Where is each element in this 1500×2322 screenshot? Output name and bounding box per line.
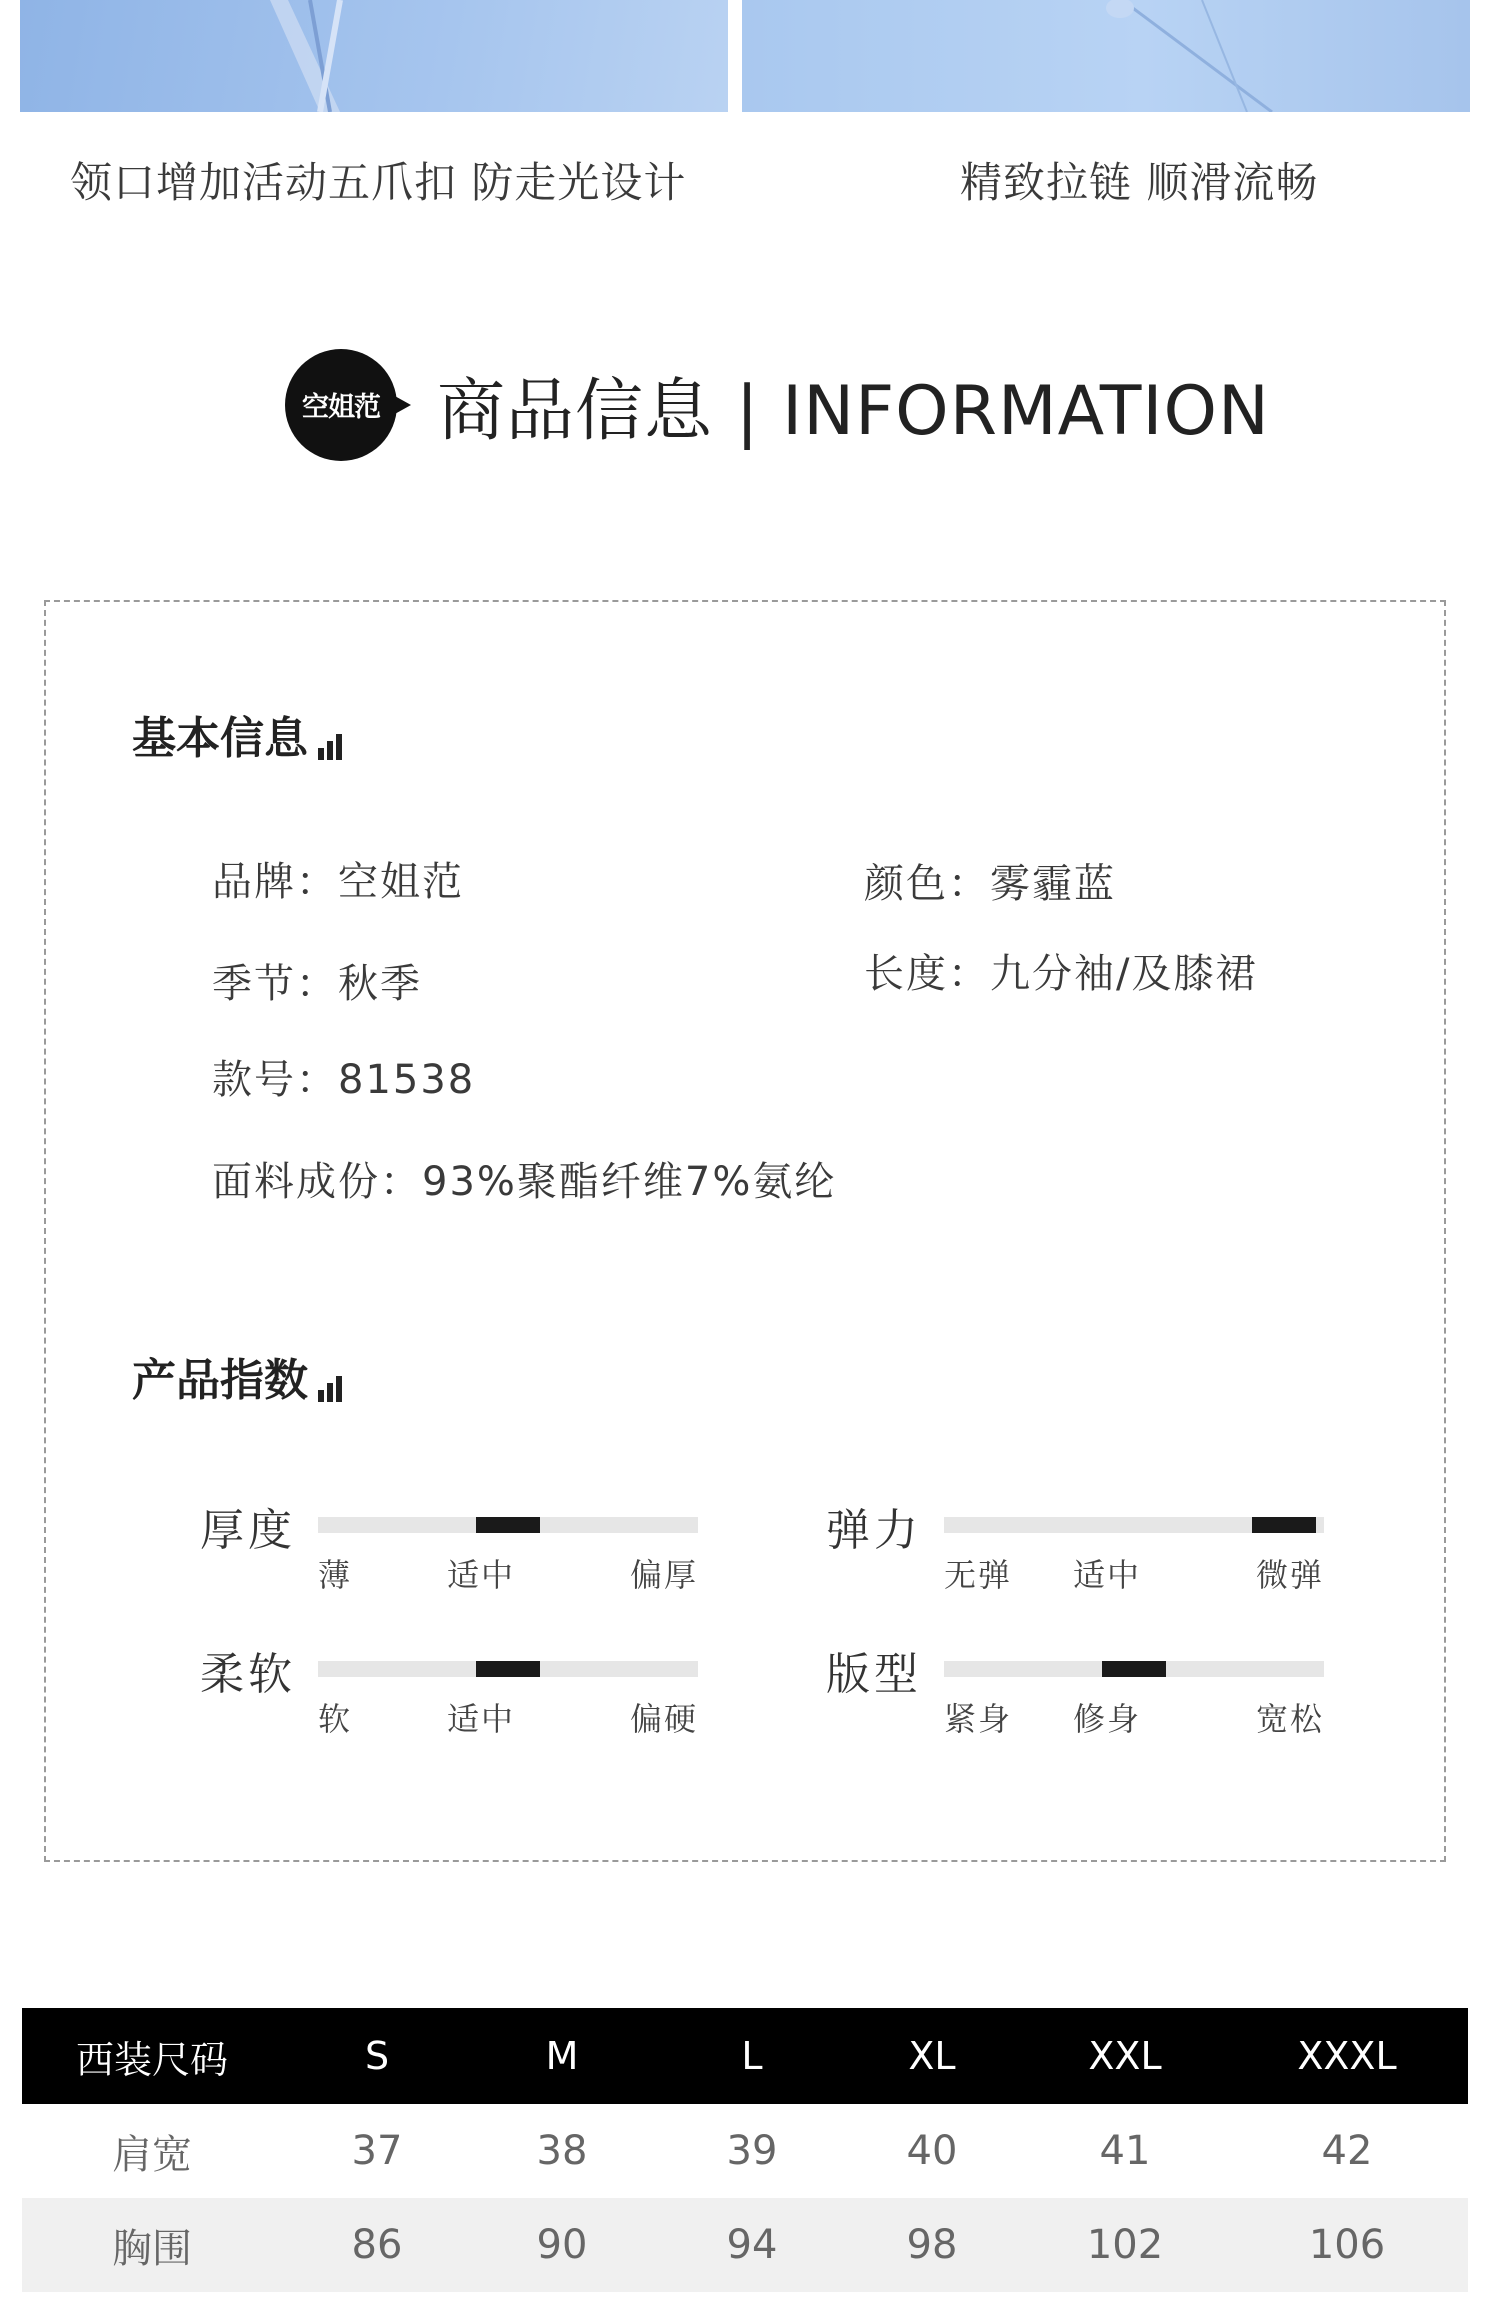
header-cell: 西装尺码 <box>75 2037 228 2082</box>
index-scale-track <box>944 1517 1324 1533</box>
zipper-detail-photo <box>742 0 1470 112</box>
table-cell: 40 <box>906 2128 958 2174</box>
product-info-panel <box>44 600 1446 1862</box>
product-index-title-text: 产品指数 <box>132 1355 308 1406</box>
row-label-cell: 肩宽 <box>112 2131 192 2178</box>
index-tick-mid: 适中 <box>447 1700 516 1738</box>
table-cell: 41 <box>1099 2128 1151 2174</box>
index-tick-low: 薄 <box>318 1556 353 1594</box>
section-heading <box>285 350 1270 460</box>
table-row <box>22 2198 1468 2292</box>
brand-field: 品牌：空姐范 <box>212 859 464 905</box>
header-cell: M <box>545 2034 579 2078</box>
signal-bars-icon <box>318 734 345 760</box>
zipper-caption: 精致拉链 顺滑流畅 <box>960 158 1319 207</box>
index-level-marker <box>476 1661 540 1677</box>
style-number-field: 款号：81538 <box>212 1057 476 1103</box>
table-cell: 98 <box>906 2222 958 2268</box>
page-title: 商品信息 | INFORMATION <box>437 371 1270 451</box>
index-label: 版型 <box>826 1649 922 1700</box>
table-cell: 106 <box>1308 2222 1386 2268</box>
index-tick-high: 偏硬 <box>630 1700 699 1738</box>
collar-caption: 领口增加活动五爪扣 防走光设计 <box>70 158 687 207</box>
header-cell: S <box>364 2034 390 2078</box>
size-table <box>22 2008 1468 2292</box>
header-cell: XXL <box>1088 2034 1162 2078</box>
index-softness <box>200 1638 760 1748</box>
table-cell: 94 <box>726 2222 778 2268</box>
index-scale-track <box>318 1661 698 1677</box>
row-label-cell: 胸围 <box>112 2225 192 2272</box>
header-cell: XL <box>908 2034 956 2078</box>
basic-info-title-text: 基本信息 <box>132 713 308 764</box>
fabric-field: 面料成份：93%聚酯纤维7%氨纶 <box>212 1159 837 1205</box>
index-tick-high: 微弹 <box>1256 1556 1325 1594</box>
table-cell: 39 <box>726 2128 778 2174</box>
index-tick-mid: 适中 <box>1073 1556 1142 1594</box>
collar-detail-photo <box>20 0 728 112</box>
index-label: 柔软 <box>200 1649 296 1700</box>
index-scale-track <box>318 1517 698 1533</box>
index-tick-high: 宽松 <box>1256 1700 1325 1738</box>
index-label: 厚度 <box>200 1505 296 1556</box>
index-thickness <box>200 1494 760 1604</box>
size-table-header <box>22 2008 1468 2104</box>
header-cell: XXXL <box>1297 2034 1397 2078</box>
table-cell: 90 <box>536 2222 588 2268</box>
color-field: 颜色：雾霾蓝 <box>864 861 1116 907</box>
index-level-marker <box>1252 1517 1316 1533</box>
length-field: 长度：九分袖/及膝裙 <box>864 951 1258 997</box>
table-row <box>22 2104 1468 2198</box>
season-field: 季节：秋季 <box>212 961 422 1007</box>
header-cell: L <box>741 2034 763 2078</box>
table-cell: 38 <box>536 2128 588 2174</box>
product-index-title <box>132 1344 345 1408</box>
index-tick-mid: 适中 <box>447 1556 516 1594</box>
signal-bars-icon <box>318 1376 345 1402</box>
index-tick-low: 软 <box>318 1700 353 1738</box>
table-cell: 102 <box>1086 2222 1164 2268</box>
index-label: 弹力 <box>826 1505 922 1556</box>
index-level-marker <box>476 1517 540 1533</box>
table-cell: 86 <box>351 2222 403 2268</box>
index-tick-low: 无弹 <box>944 1556 1013 1594</box>
index-tick-mid: 修身 <box>1073 1700 1142 1738</box>
index-level-marker <box>1102 1661 1166 1677</box>
index-tick-high: 偏厚 <box>630 1556 699 1594</box>
index-elasticity <box>826 1494 1386 1604</box>
index-fit <box>826 1638 1386 1748</box>
table-cell: 42 <box>1321 2128 1373 2174</box>
brand-logo <box>285 349 397 461</box>
basic-info-title <box>132 702 345 766</box>
index-tick-low: 紧身 <box>944 1700 1013 1738</box>
brand-logo-text: 空姐范 <box>302 391 380 423</box>
index-scale-track <box>944 1661 1324 1677</box>
table-cell: 37 <box>351 2128 403 2174</box>
